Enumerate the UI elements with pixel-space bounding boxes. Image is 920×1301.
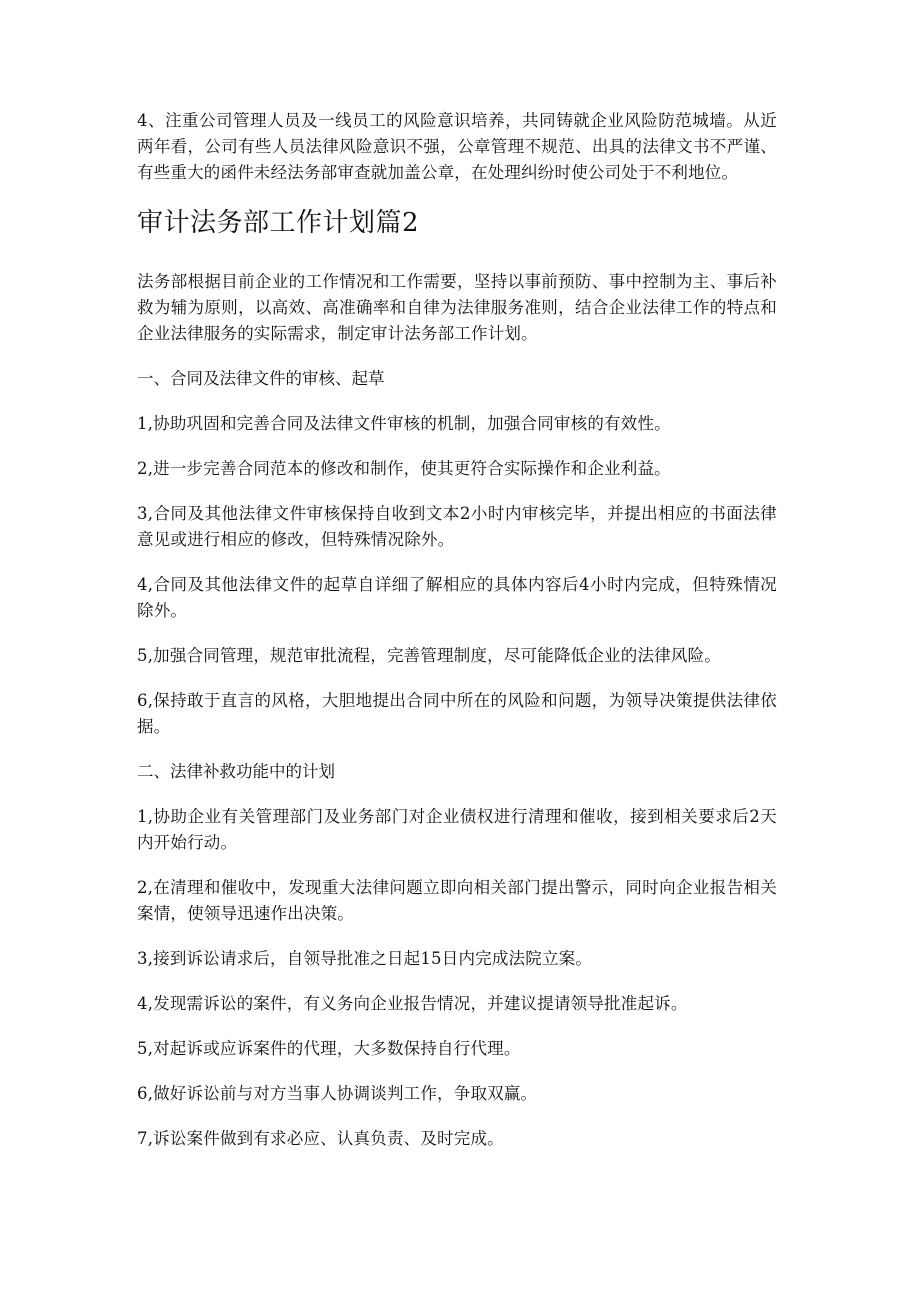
- section1-item-6: 6,保持敢于直言的风格，大胆地提出合同中所在的风险和问题，为领导决策提供法律依据。: [137, 691, 777, 736]
- section2-title: 二、法律补救功能中的计划: [137, 762, 335, 781]
- section-heading: 审计法务部工作计划篇2: [137, 208, 420, 238]
- intro-paragraph: 4、注重公司管理人员及一线员工的风险意识培养，共同铸就企业风险防范城墙。从近两年看，公司有些人员法律风险意识不强，公章管理不规范、出具的法律文书不严谨、有些重大的函件未经法务部审查就加盖公章，在处理纠纷时使公司处于不利地位。: [137, 111, 777, 182]
- section1-item-3: 3,合同及其他法律文件审核保持自收到文本2小时内审核完毕，并提出相应的书面法律意见或进行相应的修改，但特殊情况除外。: [137, 504, 777, 549]
- section1-item-1: 1,协助巩固和完善合同及法律文件审核的机制，加强合同审核的有效性。: [137, 414, 671, 433]
- section2-item-6: 6,做好诉讼前与对方当事人协调谈判工作，争取双赢。: [137, 1084, 538, 1103]
- document-page: [137, 108, 777, 1171]
- overview-paragraph: 法务部根据目前企业的工作情况和工作需要，坚持以事前预防、事中控制为主、事后补救为辅为原则，以高效、高准确率和自律为法律服务准则，结合企业法律工作的特点和企业法律服务的实际需求，制定审计法务部工作计划。: [137, 272, 777, 343]
- section1-item-5: 5,加强合同管理，规范审批流程，完善管理制度，尽可能降低企业的法律风险。: [137, 646, 721, 665]
- section1-item-2: 2,进一步完善合同范本的修改和制作，使其更符合实际操作和企业利益。: [137, 459, 671, 478]
- section2-item-1: 1,协助企业有关管理部门及业务部门对企业债权进行清理和催收，接到相关要求后2天内开始行动。: [137, 807, 777, 852]
- section2-item-3: 3,接到诉讼请求后，自领导批准之日起15日内完成法院立案。: [137, 949, 593, 968]
- section1-title: 一、合同及法律文件的审核、起草: [137, 369, 385, 388]
- section2-item-4: 4,发现需诉讼的案件，有义务向企业报告情况，并建议提请领导批准起诉。: [137, 994, 688, 1013]
- section2-item-5: 5,对起诉或应诉案件的代理，大多数保持自行代理。: [137, 1039, 521, 1058]
- section2-item-7: 7,诉讼案件做到有求必应、认真负责、及时完成。: [137, 1129, 504, 1148]
- section1-item-4: 4,合同及其他法律文件的起草自详细了解相应的具体内容后4小时内完成，但特殊情况除外。: [137, 575, 777, 620]
- section2-item-2: 2,在清理和催收中，发现重大法律问题立即向相关部门提出警示，同时向企业报告相关案情，使领导迅速作出决策。: [137, 878, 777, 923]
